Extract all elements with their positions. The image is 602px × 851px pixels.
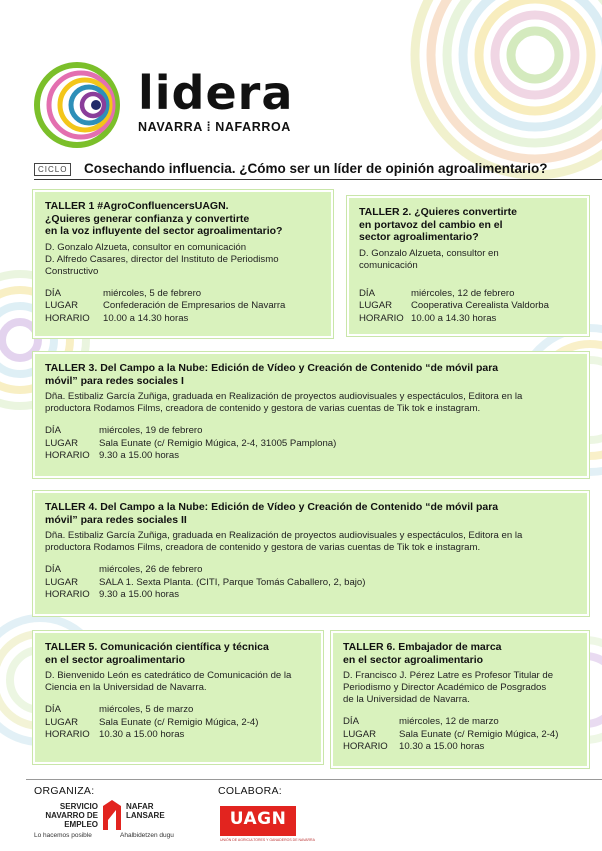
value-horario: 10.30 a 15.00 horas <box>399 741 485 752</box>
title-line: móvil” para redes sociales I <box>45 374 184 387</box>
taller-card-4 <box>33 491 589 616</box>
desc-line: productora Rodamos Films, creadora de contenido y gestora de varias cuentas de Tik tok e instagram. <box>45 542 481 553</box>
label-lugar: LUGAR <box>45 576 79 588</box>
title-line: móvil” para redes sociales II <box>45 513 187 526</box>
desc-line: Dña. Estibaliz García Zuñiga, graduada en Realización de proyectos audiovisuales y espectáculos, Editora en la <box>45 530 523 541</box>
title-line: TALLER 1 #AgroConfluencersUAGN. <box>45 200 229 212</box>
label-lugar: LUGAR <box>359 300 393 311</box>
sne-text-right <box>126 802 165 820</box>
value-horario: 10.30 a 15.00 horas <box>99 729 185 740</box>
uagn-logo <box>220 806 296 836</box>
label-dia: DÍA <box>45 564 61 575</box>
label-lugar: LUGAR <box>45 300 79 311</box>
desc-line: Dña. Estibaliz García Zuñiga, graduada en Realización de proyectos audiovisuales y espectáculos, Editora en la <box>45 391 523 402</box>
sne-line: NAFAR <box>126 802 154 811</box>
taller-description <box>45 670 311 694</box>
value-horario: 10.00 a 14.30 horas <box>103 312 189 324</box>
sne-tagline-left: Lo hacemos posible <box>34 832 92 839</box>
taller-card-6 <box>331 631 589 768</box>
taller-description <box>45 530 577 554</box>
desc-line: Constructivo <box>45 265 99 277</box>
colabora-label: COLABORA: <box>218 785 282 797</box>
value-dia: miércoles, 5 de febrero <box>103 287 202 299</box>
lidera-logo-icon <box>34 62 120 148</box>
sne-line: EMPLEO <box>64 820 98 829</box>
taller-info <box>359 288 577 326</box>
desc-line: de la Universidad de Navarra. <box>343 694 470 705</box>
desc-line: productora Rodamos Films, creadora de contenido y gestora de varias cuentas de Tik tok e instagram. <box>45 403 481 414</box>
sne-line: NAVARRO DE <box>45 811 98 820</box>
taller-card-2 <box>347 196 589 336</box>
brand-block <box>138 66 294 134</box>
taller-title <box>45 362 577 387</box>
taller-info <box>45 564 577 602</box>
taller-title <box>343 641 577 666</box>
title-line: en la voz influyente del sector agroalimentario? <box>45 225 283 237</box>
ciclo-header <box>34 161 602 180</box>
title-line: en el sector agroalimentario <box>45 653 186 666</box>
label-dia: DÍA <box>45 704 61 715</box>
sne-tagline-right: Ahalbidetzen dugu <box>120 832 174 839</box>
title-line: TALLER 6. Embajador de marca <box>343 641 502 653</box>
desc-line: D. Francisco J. Pérez Latre es Profesor Titular de <box>343 670 554 681</box>
value-horario: 9.30 a 15.00 horas <box>99 450 180 461</box>
label-horario: HORARIO <box>45 312 90 324</box>
value-lugar: SALA 1. Sexta Planta. (CITI, Parque Tomás Caballero, 2, bajo) <box>99 576 366 588</box>
label-dia: DÍA <box>359 287 375 299</box>
desc-line: D. Gonzalo Alzueta, consultor en comunicación <box>45 241 247 253</box>
value-dia: miércoles, 5 de marzo <box>99 704 194 715</box>
value-lugar: Confederación de Empresarios de Navarra <box>103 300 286 311</box>
label-lugar: LUGAR <box>343 728 377 740</box>
label-horario: HORARIO <box>343 741 388 752</box>
taller-description <box>343 670 577 706</box>
label-horario: HORARIO <box>359 312 404 324</box>
organiza-label: ORGANIZA: <box>34 785 95 797</box>
value-horario: 9.30 a 15.00 horas <box>99 589 180 600</box>
value-dia: miércoles, 26 de febrero <box>99 564 203 575</box>
ciclo-title: Cosechando influencia. ¿Cómo ser un líder de opinión agroalimentario? <box>84 161 548 176</box>
taller-card-5 <box>33 631 323 764</box>
label-dia: DÍA <box>45 425 61 436</box>
desc-line: Periodismo y Director Académico de Posgrados <box>343 682 547 693</box>
taller-description <box>359 248 577 272</box>
footer-divider <box>26 779 602 780</box>
servicio-navarro-empleo-logo <box>34 800 194 846</box>
value-horario: 10.00 a 14.30 horas <box>411 312 497 324</box>
taller-title <box>45 641 311 666</box>
taller-info <box>45 704 311 742</box>
title-line: TALLER 5. Comunicación científica y técnica <box>45 641 269 653</box>
value-dia: miércoles, 12 de febrero <box>411 287 515 299</box>
title-line: ¿Quieres generar confianza y convertirte <box>45 212 250 225</box>
value-dia: miércoles, 12 de marzo <box>399 716 499 727</box>
taller-info <box>45 425 577 463</box>
label-horario: HORARIO <box>45 450 90 461</box>
title-line: TALLER 3. Del Campo a la Nube: Edición de Vídeo y Creación de Contenido “de móvil para <box>45 362 499 374</box>
desc-line: D. Bienvenido León es catedrático de Comunicación de la <box>45 670 292 681</box>
label-lugar: LUGAR <box>45 716 79 728</box>
uagn-logo-text: UAGN <box>229 809 287 829</box>
title-line: en el sector agroalimentario <box>343 653 484 666</box>
taller-title <box>45 200 321 238</box>
desc-line: Ciencia en la Universidad de Navarra. <box>45 682 207 693</box>
desc-line: comunicación <box>359 259 418 271</box>
sne-text-left <box>34 802 98 829</box>
label-horario: HORARIO <box>45 589 90 600</box>
value-dia: miércoles, 19 de febrero <box>99 425 203 436</box>
sne-line: SERVICIO <box>59 802 98 811</box>
brand-name: lidera <box>138 66 294 120</box>
title-line: en portavoz del cambio en el <box>359 218 503 231</box>
taller-card-3 <box>33 352 589 478</box>
taller-title <box>45 501 577 526</box>
label-lugar: LUGAR <box>45 437 79 449</box>
label-dia: DÍA <box>45 287 61 299</box>
taller-info <box>45 288 321 326</box>
value-lugar: Sala Eunate (c/ Remigio Múgica, 2-4) <box>99 716 259 728</box>
desc-line: D. Alfredo Casares, director del Instituto de Periodismo <box>45 253 279 265</box>
taller-description <box>45 242 321 278</box>
ciclo-tag: CICLO <box>34 163 71 176</box>
title-line: TALLER 2. ¿Quieres convertirte <box>359 206 517 218</box>
taller-title <box>359 206 577 244</box>
taller-description <box>45 391 577 415</box>
brand-subtitle: NAVARRA ⁞ NAFARROA <box>138 120 291 134</box>
desc-line: D. Gonzalo Alzueta, consultor en <box>359 247 499 259</box>
sne-n-icon <box>101 800 123 830</box>
taller-info <box>343 716 577 754</box>
title-line: sector agroalimentario? <box>359 231 479 243</box>
label-dia: DÍA <box>343 716 359 727</box>
title-line: TALLER 4. Del Campo a la Nube: Edición de Vídeo y Creación de Contenido “de móvil para <box>45 501 499 513</box>
value-lugar: Sala Eunate (c/ Remigio Múgica, 2-4) <box>399 728 559 740</box>
label-horario: HORARIO <box>45 729 90 740</box>
value-lugar: Cooperativa Cerealista Valdorba <box>411 300 549 311</box>
taller-card-1 <box>33 190 333 338</box>
sne-line: LANSARE <box>126 811 165 820</box>
uagn-subtitle: UNIÓN DE AGRICULTORES Y GANADEROS DE NAVARRA <box>220 838 315 842</box>
value-lugar: Sala Eunate (c/ Remigio Múgica, 2-4, 31005 Pamplona) <box>99 437 337 449</box>
